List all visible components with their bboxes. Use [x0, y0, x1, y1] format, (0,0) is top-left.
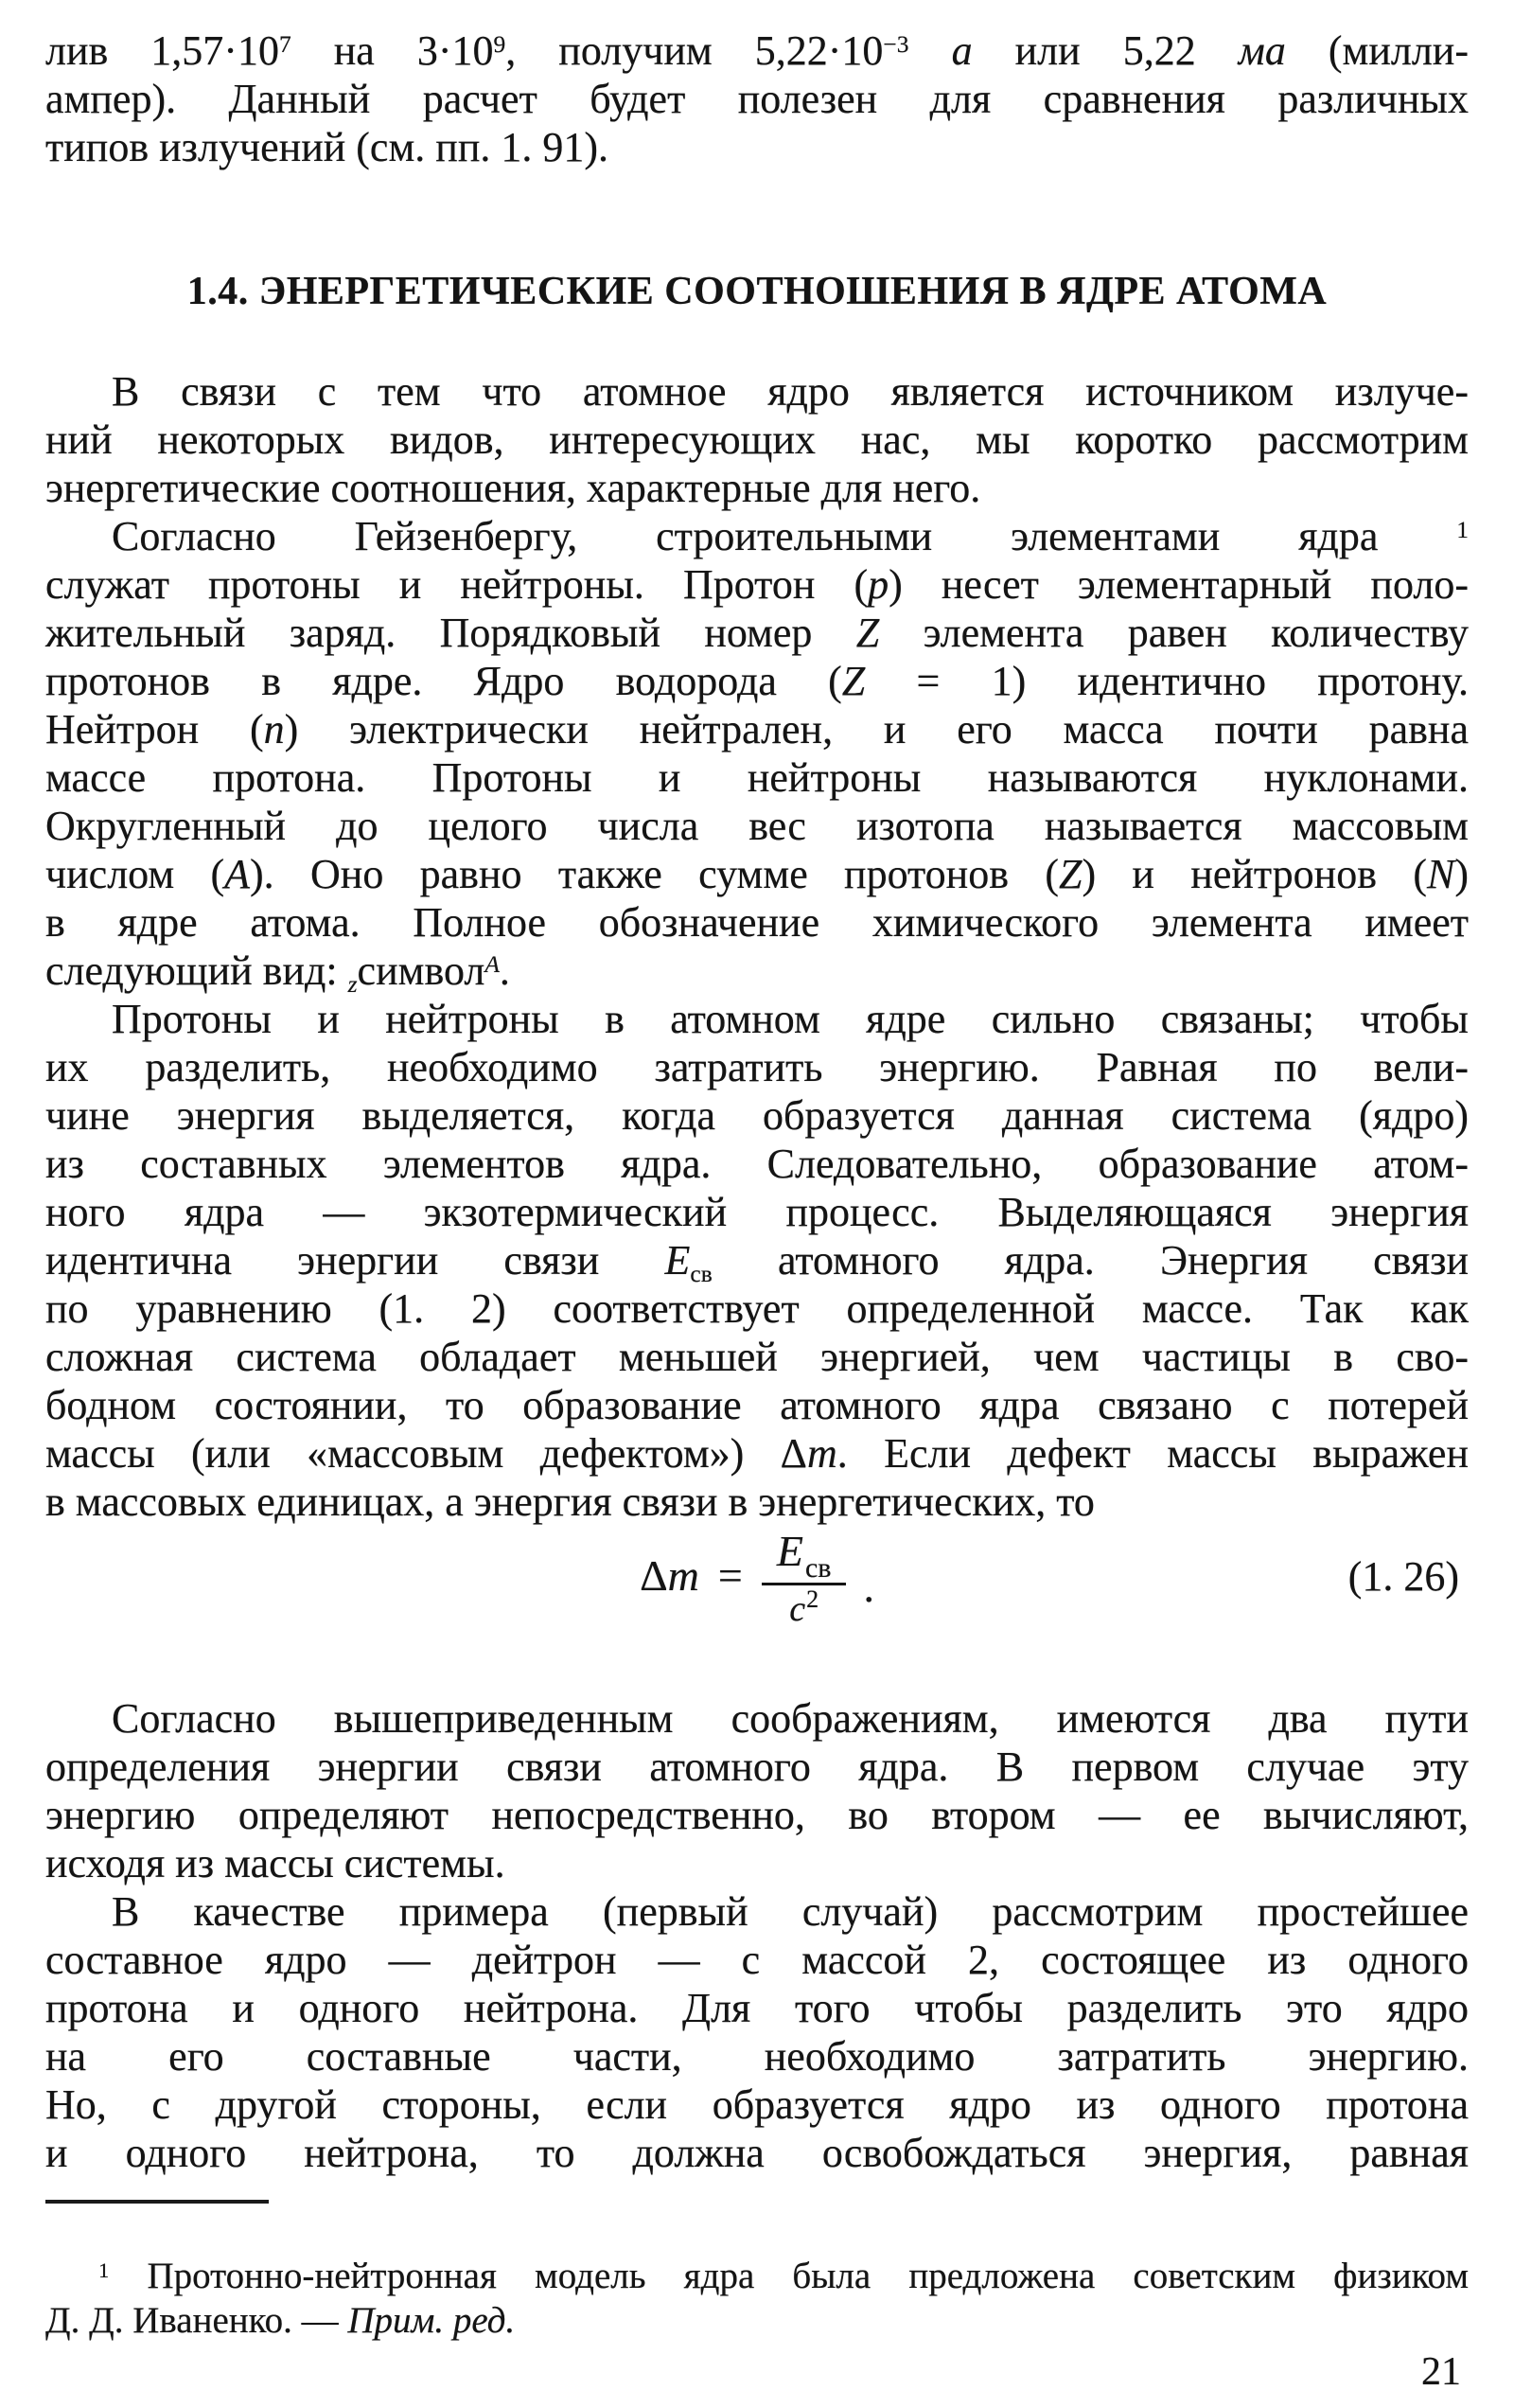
paragraph	[45, 512, 1470, 998]
formula-period: .	[863, 1563, 874, 1611]
text-line: протонов в ядре. Ядро водорода (Z = 1) идентично протону.	[45, 658, 1470, 704]
text-line: типов излучений (см. пп. 1. 91).	[45, 124, 609, 170]
text-line: их разделить, необходимо затратить энергию. Равная по вели-	[45, 1044, 1469, 1090]
text-line: в ядре атома. Полное обозначение химического элемента имеет	[45, 899, 1469, 946]
c-variable: c	[789, 1588, 806, 1629]
footnote-divider	[45, 2200, 269, 2204]
text-line: Но, с другой стороны, если образуется ядро из одного протона	[45, 2081, 1469, 2128]
footnote	[45, 2254, 1469, 2343]
delta-symbol: Δ	[640, 1551, 668, 1600]
section-heading: 1.4. ЭНЕРГЕТИЧЕСКИЕ СООТНОШЕНИЯ В ЯДРЕ АТОМА	[186, 270, 1328, 313]
text-line: протона и одного нейтрона. Для того чтобы разделить это ядро	[45, 1985, 1469, 2031]
text-line: определения энергии связи атомного ядра. В первом случае эту	[45, 1744, 1469, 1790]
text-line: Округленный до целого числа вес изотопа называется массовым	[45, 803, 1469, 849]
paragraph	[45, 995, 1469, 1526]
after-formula-host	[45, 1694, 1469, 2177]
text-line: $^1$ Протонно-нейтронная модель ядра была предложена советским физиком	[98, 2256, 1469, 2296]
equals-sign: =	[717, 1551, 743, 1600]
fraction	[762, 1526, 847, 1627]
paragraph	[45, 1887, 1469, 2177]
text-line: Согласно Гейзенбергу, строительными элементами ядра $^1$	[112, 513, 1469, 559]
text-line: на его составные части, необходимо затратить энергию.	[45, 2033, 1469, 2080]
paragraph	[45, 367, 1469, 512]
footnote-host	[45, 2254, 1469, 2343]
equation-number: (1. 26)	[1347, 1553, 1459, 1600]
text-line: Протоны и нейтроны в атомном ядре сильно связаны; чтобы	[112, 996, 1469, 1042]
text-line: чине энергия выделяется, когда образуется данная система (ядро)	[45, 1092, 1469, 1139]
text-line: В качестве примера (первый случай) рассмотрим простейшее	[112, 1888, 1469, 1935]
text-line: ампер). Данный расчет будет полезен для сравнения различных	[45, 76, 1469, 122]
text-column	[45, 27, 1469, 2343]
text-line: бодном состоянии, то образование атомного ядра связано с потерей	[45, 1382, 1469, 1428]
text-line: энергию определяют непосредственно, во втором — ее вычисляют,	[45, 1792, 1469, 1838]
text-line: В связи с тем что атомное ядро является источником излуче-	[112, 368, 1469, 415]
text-line: Нейтрон (n) электрически нейтрален, и его масса почти равна	[45, 706, 1469, 752]
mass-variable: m	[667, 1551, 699, 1600]
paragraph-continuation	[45, 27, 1469, 171]
fraction-numerator	[762, 1526, 847, 1585]
text-line: сложная система обладает меньшей энергией, чем частицы в сво-	[45, 1334, 1469, 1380]
text-line: идентична энергии связи $E_{св}$ атомного ядра. Энергия связи	[45, 1237, 1469, 1287]
before-formula-host	[45, 367, 1469, 1526]
paragraph	[45, 1694, 1469, 1887]
text-line: числом (A). Оно равно также сумме протонов (Z) и нейтронов (N)	[45, 851, 1469, 897]
equation-row	[45, 1526, 1469, 1694]
text-line: Д. Д. Иваненко. — Прим. ред.	[45, 2300, 516, 2341]
text-line: и одного нейтрона, то должна освобождаться энергия, равная	[45, 2130, 1469, 2176]
text-line: массе протона. Протоны и нейтроны называются нуклонами.	[45, 754, 1469, 801]
equation-1-26	[640, 1526, 874, 1627]
text-line: жительный заряд. Порядковый номер Z элемента равен количеству	[45, 610, 1470, 656]
text-line: Согласно вышеприведенным соображениям, имеются два пути	[112, 1695, 1469, 1742]
text-line: ний некоторых видов, интересующих нас, мы коротко рассмотрим	[45, 416, 1469, 463]
text-line: служат протоны и нейтроны. Протон (p) несет элементарный поло-	[45, 561, 1469, 608]
page-number: 21	[1421, 2350, 1461, 2394]
text-line: по уравнению (1. 2) соответствует определенной массе. Так как	[45, 1285, 1469, 1332]
text-line: исходя из массы системы.	[45, 1840, 505, 1886]
formula-lhs	[640, 1551, 699, 1600]
text-line: из составных элементов ядра. Следовательно, образование атом-	[45, 1141, 1469, 1187]
text-line: следующий вид: $_z$символ$^A$.	[45, 947, 510, 998]
footnote-text	[45, 2254, 1469, 2343]
text-line: ного ядра — экзотермический процесс. Выделяющаяся энергия	[45, 1189, 1469, 1235]
numerator-subscript: св	[804, 1551, 832, 1584]
text-line: массы (или «массовым дефектом») Δm. Если дефект массы выражен	[45, 1430, 1469, 1477]
fraction-denominator	[762, 1585, 847, 1627]
intro-host	[45, 27, 1469, 171]
energy-variable: E	[776, 1526, 803, 1575]
text-line: составное ядро — дейтрон — с массой 2, состоящее из одного	[45, 1937, 1469, 1983]
text-line: в массовых единицах, а энергия связи в энергетических, то	[45, 1478, 1095, 1525]
text-line: энергетические соотношения, характерные для него.	[45, 465, 981, 511]
denominator-exponent: 2	[806, 1585, 819, 1613]
text-line: лив $1,57\cdot 10^7$ на $3\cdot 10^9$, получим $5,22\cdot 10^{-3}$ а или 5,22 ма (милли-	[45, 27, 1470, 74]
